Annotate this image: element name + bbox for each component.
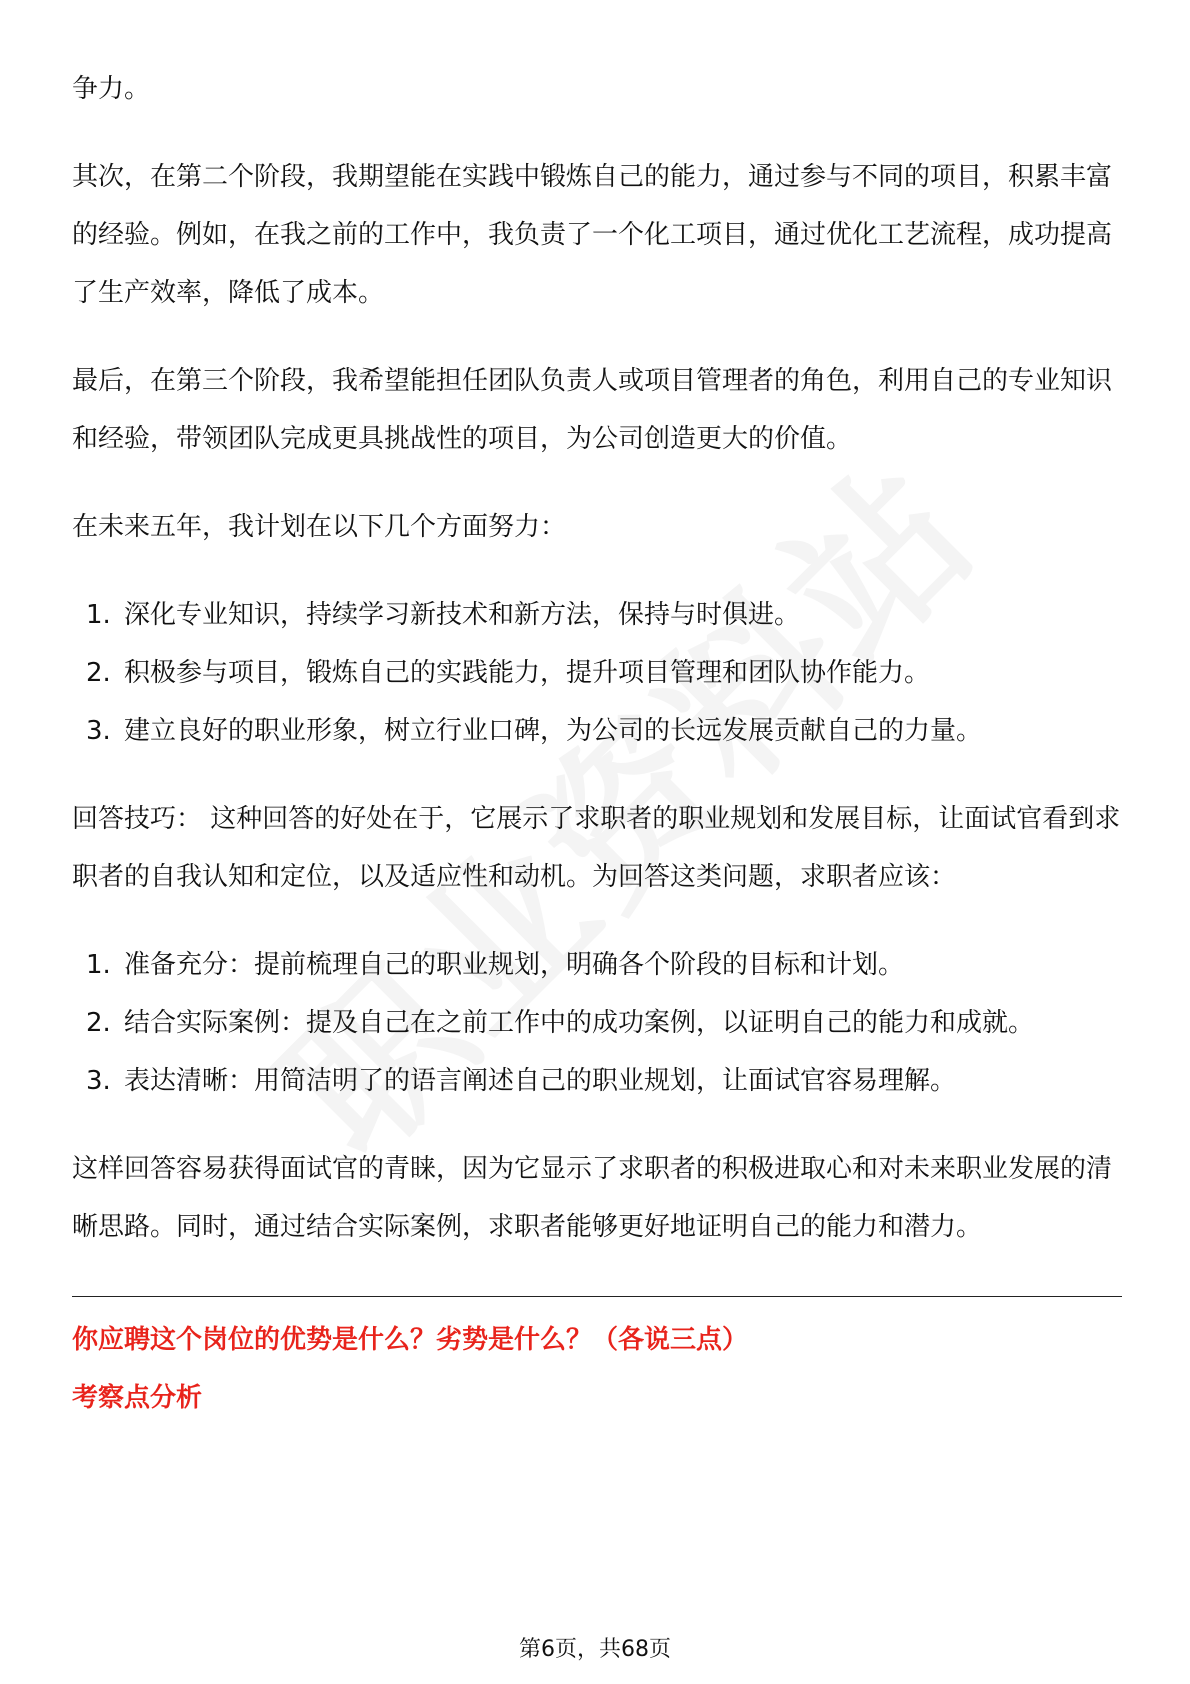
list-number: 2.: [86, 1008, 111, 1038]
page-footer: 第6页，共68页: [519, 1637, 671, 1662]
list-item: [72, 644, 1122, 702]
answer-tips-paragraph: 回答技巧： 这种回答的好处在于，它展示了求职者的职业规划和发展目标，让面试官看到求职者的自我认知和定位，以及适应性和动机。为回答这类问题，求职者应该：: [72, 804, 1121, 892]
page-content: [72, 60, 1122, 1427]
list-item-text: 深化专业知识，持续学习新技术和新方法，保持与时俱进。: [124, 600, 801, 630]
paragraph-stage-two: 其次，在第二个阶段，我期望能在实践中锻炼自己的能力，通过参与不同的项目，积累丰富的经验。例如，在我之前的工作中，我负责了一个化工项目，通过优化工艺流程，成功提高了生产效率，降低了成本。: [72, 162, 1113, 308]
question-title: 你应聘这个岗位的优势是什么？劣势是什么？（各说三点）: [72, 1325, 749, 1355]
list-item-text: 积极参与项目，锻炼自己的实践能力，提升项目管理和团队协作能力。: [124, 658, 931, 688]
section-divider: [72, 1296, 1122, 1297]
five-year-plan-list: [72, 586, 1122, 760]
list-item-text: 表达清晰：用简洁明了的语言阐述自己的职业规划，让面试官容易理解。: [124, 1066, 957, 1096]
paragraph-continuation: 争力。: [72, 74, 151, 104]
paragraph-stage-three: 最后，在第三个阶段，我希望能担任团队负责人或项目管理者的角色，利用自己的专业知识和经验，带领团队完成更具挑战性的项目，为公司创造更大的价值。: [72, 366, 1113, 454]
list-item: [72, 1052, 1122, 1110]
list-number: 1.: [86, 600, 111, 630]
list-item: [72, 994, 1122, 1052]
list-item: [72, 936, 1122, 994]
list-item: [72, 586, 1122, 644]
list-item-text: 结合实际案例：提及自己在之前工作中的成功案例，以证明自己的能力和成就。: [124, 1008, 1035, 1038]
list-number: 2.: [86, 658, 111, 688]
answer-tips-list: [72, 936, 1122, 1110]
list-number: 3.: [86, 716, 111, 746]
list-item: [72, 702, 1122, 760]
question-analysis-heading: 考察点分析: [72, 1383, 203, 1413]
paragraph-five-year-intro: 在未来五年，我计划在以下几个方面努力：: [72, 512, 567, 542]
list-number: 3.: [86, 1066, 111, 1096]
closing-paragraph: 这样回答容易获得面试官的青睐，因为它显示了求职者的积极进取心和对未来职业发展的清晰思路。同时，通过结合实际案例，求职者能够更好地证明自己的能力和潜力。: [72, 1154, 1113, 1242]
list-item-text: 准备充分：提前梳理自己的职业规划，明确各个阶段的目标和计划。: [124, 950, 905, 980]
list-number: 1.: [86, 950, 111, 980]
list-item-text: 建立良好的职业形象，树立行业口碑，为公司的长远发展贡献自己的力量。: [124, 716, 983, 746]
